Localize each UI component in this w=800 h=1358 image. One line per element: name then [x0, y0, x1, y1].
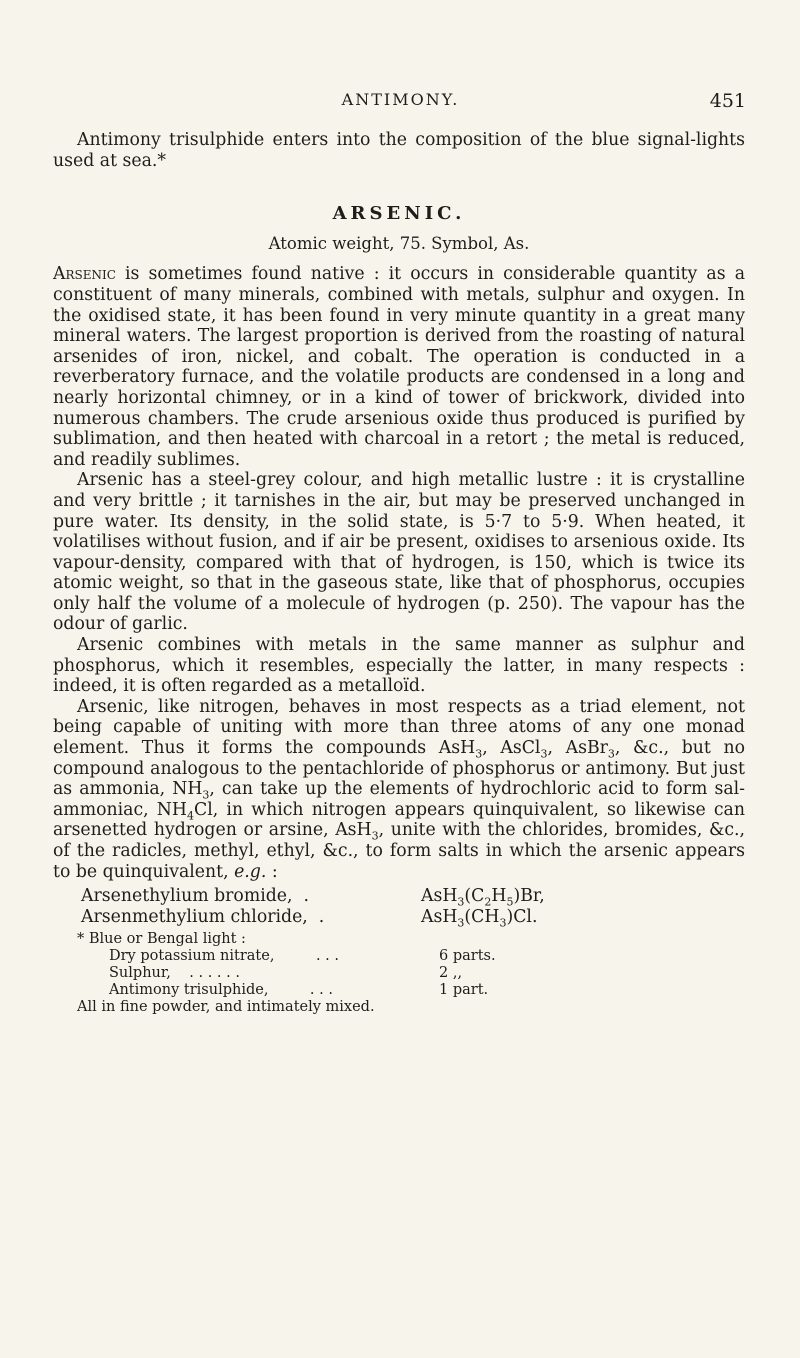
paragraph-occurrence [53, 264, 745, 470]
footnote-recipe [109, 948, 496, 999]
formula-row [53, 907, 745, 928]
compound-name [53, 886, 421, 907]
lead-word: Arsenic [53, 264, 116, 285]
subscript: 3 [371, 829, 379, 843]
paragraph-text: is sometimes found native : it occurs in considerable quantity as a constituent of many minerals, combined with metals, sulphur and oxygen. In the oxidised state, it has been found in very minute quantity in a great many mineral waters. The largest proportion is derived from the roasting of natural arsenides of iron, nickel, and cobalt. The operation is conducted in a reverberatory furnace, and the volatile products are condensed in a long and nearly horizontal chimney, or in a kind of tower of brickwork, divided into numerous chambers. The crude arsenious oxide thus produced is purified by sublimation, and then heated with charcoal in a retort ; the metal is reduced, and readily sublimes. [53, 264, 745, 470]
text-run: Cl, in which nitrogen appears quinquivalent, so likewise can arsenetted hydrogen or arsine, AsH [53, 799, 745, 841]
subscript: 3 [499, 916, 507, 930]
running-head [55, 90, 746, 114]
formula-part: (C [464, 886, 485, 907]
footnote-closing: All in fine powder, and intimately mixed. [77, 999, 375, 1016]
ingredient [109, 948, 439, 965]
ingredient-qty: 2 ,, [439, 965, 463, 982]
ingredient-name: Antimony trisulphide, [109, 982, 269, 999]
leader-dots: . . . . . . [189, 965, 240, 982]
intro-paragraph: Antimony trisulphide enters into the composition of the blue signal-lights used at sea.* [53, 130, 745, 171]
leader-dot: . [303, 886, 310, 907]
recipe-row [109, 965, 496, 982]
text-run: , can take up the elements of hydrochloric acid to form sal-ammoniac, NH [53, 779, 745, 820]
formula-row [53, 886, 745, 907]
text-run: , AsCl [482, 738, 541, 759]
formula-part: H [491, 886, 507, 907]
leader-dots: . . . [309, 982, 333, 999]
subscript: 4 [187, 809, 194, 823]
footnote-title: * Blue or Bengal light : [77, 931, 246, 948]
subscript: 3 [540, 747, 548, 761]
text-run: : [266, 861, 278, 882]
page-number: 451 [709, 90, 746, 112]
formula-table [53, 886, 745, 930]
compound-formula [421, 907, 745, 928]
subscript: 3 [457, 895, 465, 909]
subscript: 3 [202, 788, 210, 802]
text-run: , &c., but no compound analogous to the pentachloride of phosphorus or antimony. But just as ammonia, NH [53, 738, 746, 800]
page-body [53, 130, 745, 1016]
ingredient-name: Sulphur, [109, 965, 171, 982]
ingredient-qty: 6 parts. [439, 948, 496, 965]
ingredient [109, 982, 439, 999]
formula-part: )Cl. [506, 906, 538, 927]
subscript: 3 [475, 747, 483, 761]
ingredient [109, 965, 439, 982]
subscript: 2 [484, 895, 492, 909]
recipe-row [109, 948, 496, 965]
section-heading: ARSENIC. [332, 203, 466, 225]
paragraph-combinations: Arsenic combines with metals in the same manner as sulphur and phosphorus, which it resembles, especially the latter, in many respects : indeed, it is often regarded as a metalloïd. [53, 635, 745, 697]
leader-dots: . . . [315, 948, 339, 965]
italic-eg: e.g. [234, 861, 267, 882]
subscript: 5 [506, 895, 514, 909]
paragraph-valency [53, 697, 745, 882]
formula-part: (CH [464, 906, 500, 927]
formula-part: )Br, [513, 886, 545, 907]
subscript: 3 [457, 916, 465, 930]
paragraph-properties: Arsenic has a steel-grey colour, and high metallic lustre : it is crystalline and very brittle ; it tarnishes in the air, but may be preserved unchanged in pure water. Its density, in the solid state, is 5·7 to 5·9. When heated, it volatilises without fusion, and if air be present, oxidises to arsenious oxide. Its vapour-density, compared with that of hydrogen, is 150, which is twice its atomic weight, so that in the gaseous state, like that of phosphorus, occupies only half the volume of a molecule of hydrogen (p. 250). The vapour has the odour of garlic. [53, 470, 745, 635]
recipe-row [109, 982, 496, 999]
compound-formula [421, 886, 745, 907]
text-run: , AsBr [547, 738, 608, 759]
compound-name [53, 907, 421, 928]
formula-part: AsH [421, 886, 458, 907]
subscript: 3 [607, 747, 615, 761]
text-run: Arsenic, like nitrogen, behaves in most respects as a triad element, not being capable of uniting with more than three atoms of any one monad element. Thus it forms the compounds AsH [53, 696, 745, 759]
section-subheading: Atomic weight, 75. Symbol, As. [268, 233, 530, 253]
leader-dot: . [318, 906, 325, 927]
ingredient-name: Dry potassium nitrate, [109, 948, 275, 965]
ingredient-qty: 1 part. [439, 982, 489, 999]
compound-name-text: Arsenethylium bromide, [81, 886, 293, 907]
footnote [53, 931, 745, 1016]
formula-part: AsH [421, 906, 458, 927]
running-title: ANTIMONY. [341, 90, 460, 109]
compound-name-text: Arsenmethylium chloride, [81, 906, 308, 927]
text-run: , unite with the chlorides, bromides, &c., of the radicles, methyl, ethyl, &c., to form salts in which the arsenic appears to be quinquivalent, [53, 820, 745, 882]
